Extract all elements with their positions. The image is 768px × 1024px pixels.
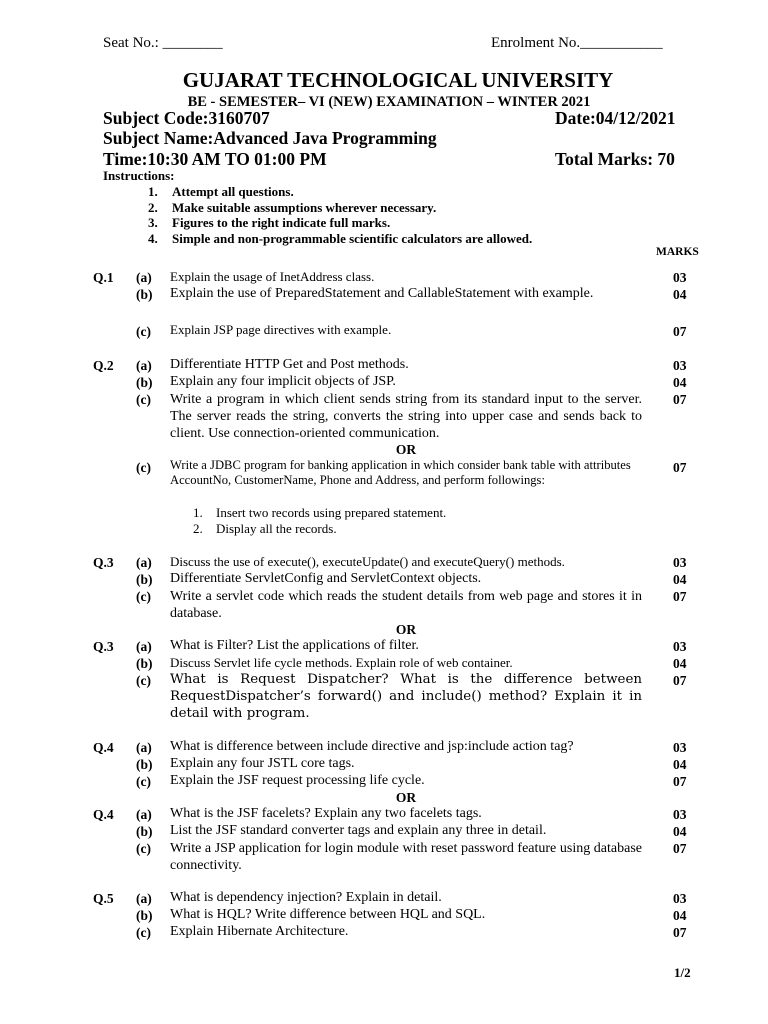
instruction-item: Simple and non-programmable scientific calculators are allowed. [172,231,533,246]
subitem-text: Insert two records using prepared statement. [216,505,447,520]
question-part: (b) [136,908,153,923]
question-marks: 03 [673,740,687,755]
or-divider: OR [395,790,417,805]
question-marks: 04 [673,572,687,587]
question-part: (a) [136,639,152,654]
question-part: (a) [136,807,152,822]
question-marks: 03 [673,807,687,822]
total-marks: Total Marks: 70 [555,149,675,169]
question-number: Q.4 [93,740,114,755]
question-text: What is dependency injection? Explain in detail. [170,890,442,905]
question-number: Q.4 [93,807,114,822]
question-marks: 07 [673,673,687,688]
question-part: (b) [136,572,153,587]
subitem-number: 2. [193,521,203,536]
question-part: (b) [136,656,153,671]
instruction-number: 3. [148,215,158,230]
exam-title: BE - SEMESTER– VI (NEW) EXAMINATION – WINTER 2021 [187,94,591,110]
question-text: Differentiate HTTP Get and Post methods. [170,357,409,372]
question-text: Write a JSP application for login module with reset password feature using database connectivity. [170,841,642,873]
question-part: (c) [136,841,151,856]
question-part: (c) [136,589,151,604]
instruction-number: 1. [148,184,158,199]
subject-name: Subject Name:Advanced Java Programming [103,128,437,148]
question-marks: 07 [673,841,687,856]
marks-column-heading: MARKS [656,246,699,258]
question-marks: 07 [673,925,687,940]
question-text: Write a JDBC program for banking application in which consider bank table with attributes AccountNo, CustomerName, Phone and Address, and perform followings: [170,458,631,487]
question-part: (b) [136,287,153,302]
question-part: (b) [136,757,153,772]
question-part: (b) [136,824,153,839]
question-marks: 04 [673,287,687,302]
or-divider: OR [395,622,417,637]
question-text: What is HQL? Write difference between HQL and SQL. [170,907,486,922]
question-text: Explain the use of PreparedStatement and CallableStatement with example. [170,286,594,301]
question-text: Explain the JSF request processing life cycle. [170,773,425,788]
question-marks: 07 [673,392,687,407]
question-marks: 03 [673,891,687,906]
question-text: Explain Hibernate Architecture. [170,924,349,939]
question-number: Q.3 [93,639,114,654]
instruction-number: 2. [148,200,158,215]
page-number: 1/2 [674,965,691,980]
university-title: GUJARAT TECHNOLOGICAL UNIVERSITY [182,68,614,92]
or-divider: OR [395,442,417,457]
question-marks: 04 [673,824,687,839]
question-part: (a) [136,891,152,906]
instruction-number: 4. [148,231,158,246]
question-number: Q.2 [93,358,114,373]
question-marks: 04 [673,656,687,671]
question-part: (b) [136,375,153,390]
question-marks: 07 [673,324,687,339]
question-text: Discuss the use of execute(), executeUpdate() and executeQuery() methods. [170,554,565,569]
question-marks: 03 [673,358,687,373]
question-part: (c) [136,324,151,339]
instruction-item: Figures to the right indicate full marks. [172,215,391,230]
question-number: Q.1 [93,270,114,285]
seat-number-field: Seat No.: ________ [103,35,223,51]
question-text: What is Request Dispatcher? What is the difference between RequestDispatcher’s forward() and include() method? Explain it in detail with program. [170,672,642,721]
question-text: List the JSF standard converter tags and explain any three in detail. [170,823,547,838]
question-marks: 04 [673,375,687,390]
question-text: Explain any four JSTL core tags. [170,756,355,771]
question-text: What is difference between include directive and jsp:include action tag? [170,739,574,754]
question-marks: 03 [673,639,687,654]
question-marks: 03 [673,555,687,570]
exam-date: Date:04/12/2021 [555,108,676,128]
question-part: (c) [136,673,151,688]
question-text: Explain the usage of InetAddress class. [170,269,375,284]
question-text: Write a servlet code which reads the student details from web page and stores it in database. [170,589,642,621]
subject-code: Subject Code:3160707 [103,108,270,128]
question-marks: 04 [673,757,687,772]
subitem-text: Display all the records. [216,521,337,536]
question-part: (c) [136,774,151,789]
question-part: (a) [136,358,152,373]
question-text: Discuss Servlet life cycle methods. Explain role of web container. [170,655,513,670]
instructions-heading: Instructions: [103,168,175,183]
instruction-item: Attempt all questions. [172,184,294,199]
question-text: Explain JSP page directives with example. [170,322,392,337]
question-part: (c) [136,460,151,475]
question-marks: 04 [673,908,687,923]
question-number: Q.3 [93,555,114,570]
instruction-item: Make suitable assumptions wherever necessary. [172,200,437,215]
question-marks: 07 [673,589,687,604]
question-marks: 03 [673,270,687,285]
subitem-number: 1. [193,505,203,520]
question-part: (c) [136,925,151,940]
question-number: Q.5 [93,891,114,906]
question-part: (a) [136,740,152,755]
question-part: (a) [136,555,152,570]
question-part: (a) [136,270,152,285]
exam-time: Time:10:30 AM TO 01:00 PM [103,149,327,169]
question-part: (c) [136,392,151,407]
enrolment-number-field: Enrolment No.___________ [491,35,663,51]
question-marks: 07 [673,774,687,789]
question-marks: 07 [673,460,687,475]
question-text: Write a program in which client sends string from its standard input to the server. The server reads the string, converts the string into upper case and sends back to client. Use connection-oriented communication. [170,392,642,441]
question-text: What is the JSF facelets? Explain any two facelets tags. [170,806,482,821]
question-text: Explain any four implicit objects of JSP. [170,374,396,389]
question-text: Differentiate ServletConfig and ServletContext objects. [170,571,482,586]
question-text: What is Filter? List the applications of filter. [170,638,419,653]
